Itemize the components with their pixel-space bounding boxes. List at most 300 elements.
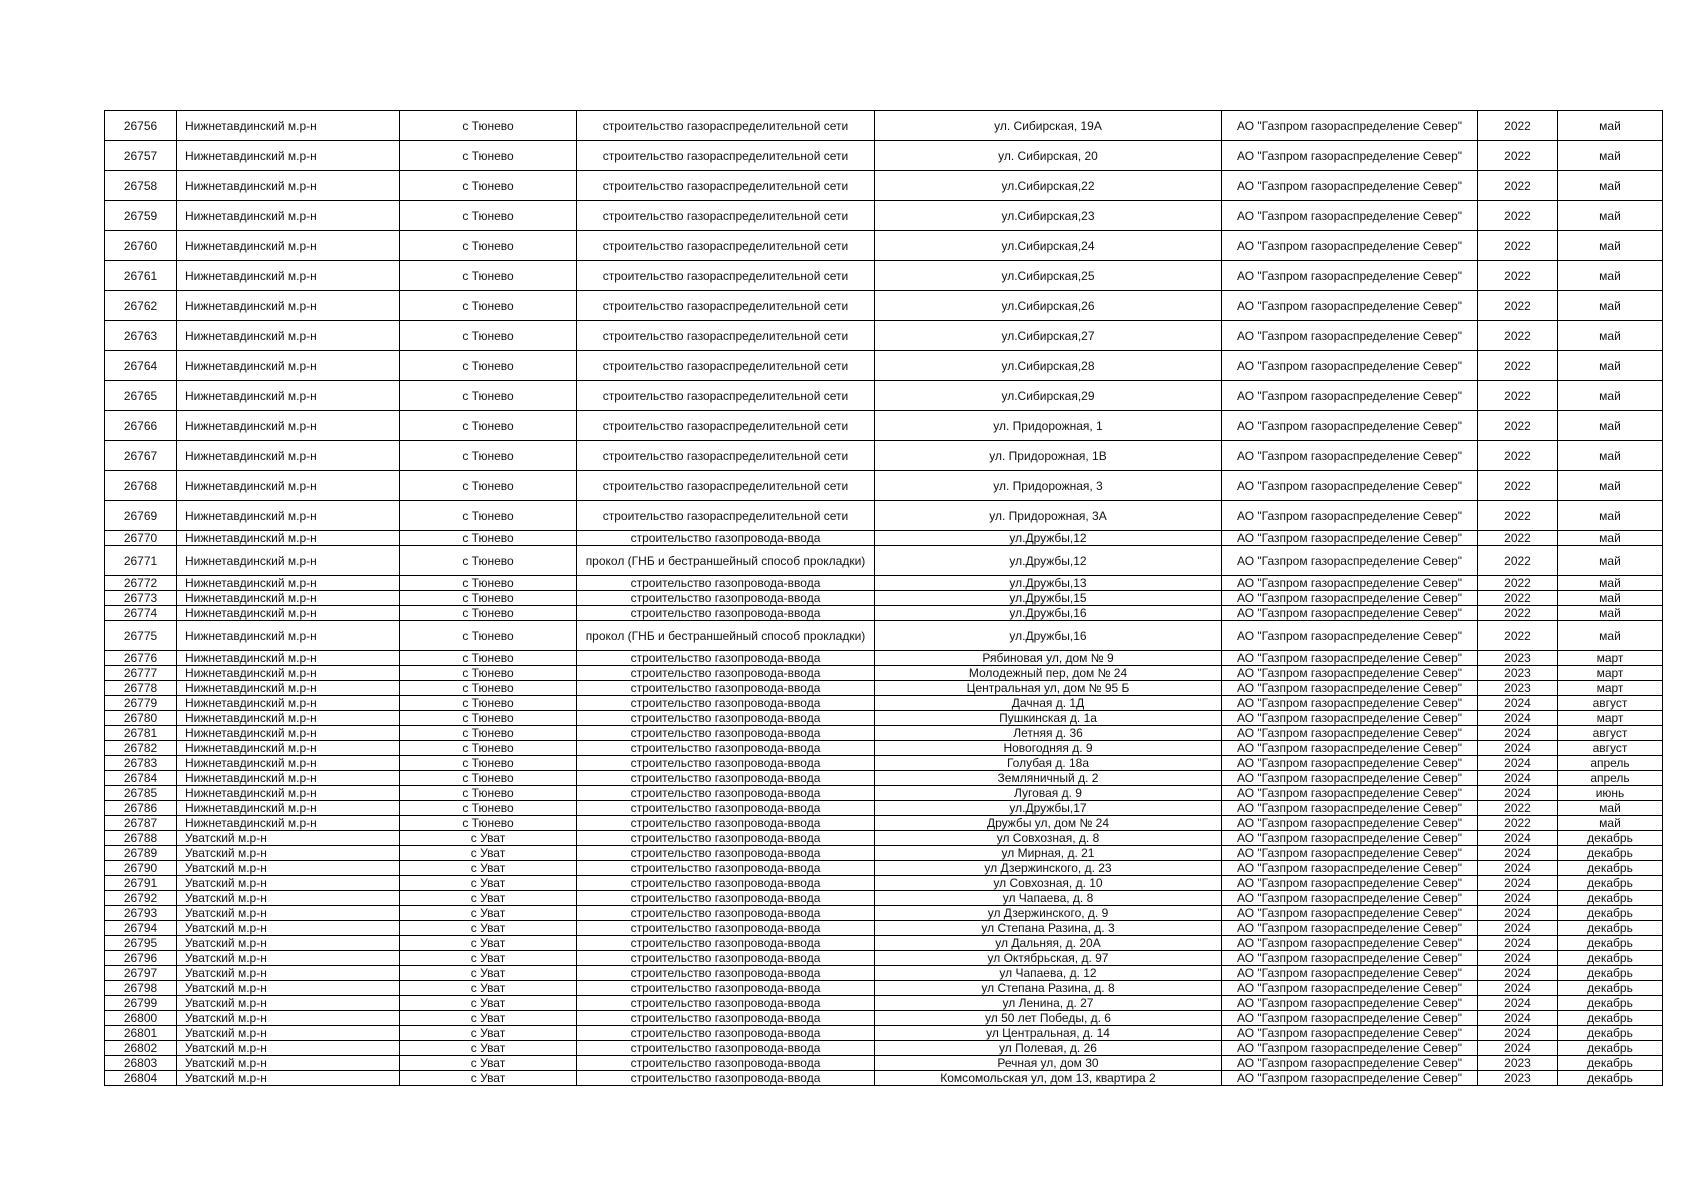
cell-organization: АО "Газпром газораспределение Север" bbox=[1222, 171, 1478, 201]
cell-year: 2022 bbox=[1478, 201, 1558, 231]
cell-work-type: строительство газораспределительной сети bbox=[577, 231, 875, 261]
cell-id: 26786 bbox=[105, 801, 177, 816]
cell-work-type: строительство газопровода-ввода bbox=[577, 1041, 875, 1056]
table-row bbox=[105, 1026, 1663, 1041]
cell-month: май bbox=[1558, 816, 1663, 831]
cell-id: 26756 bbox=[105, 111, 177, 141]
cell-year: 2022 bbox=[1478, 801, 1558, 816]
cell-organization: АО "Газпром газораспределение Север" bbox=[1222, 606, 1478, 621]
cell-id: 26787 bbox=[105, 816, 177, 831]
cell-address: ул.Дружбы,13 bbox=[875, 576, 1222, 591]
table-row bbox=[105, 441, 1663, 471]
cell-id: 26779 bbox=[105, 696, 177, 711]
cell-address: ул Октябрьская, д. 97 bbox=[875, 951, 1222, 966]
cell-year: 2024 bbox=[1478, 921, 1558, 936]
cell-address: ул.Дружбы,16 bbox=[875, 606, 1222, 621]
cell-organization: АО "Газпром газораспределение Север" bbox=[1222, 111, 1478, 141]
cell-organization: АО "Газпром газораспределение Север" bbox=[1222, 291, 1478, 321]
cell-address: ул.Дружбы,17 bbox=[875, 801, 1222, 816]
table-row bbox=[105, 741, 1663, 756]
cell-year: 2022 bbox=[1478, 816, 1558, 831]
cell-organization: АО "Газпром газораспределение Север" bbox=[1222, 966, 1478, 981]
cell-address: Летняя д. 36 bbox=[875, 726, 1222, 741]
cell-address: Луговая д. 9 bbox=[875, 786, 1222, 801]
cell-month: апрель bbox=[1558, 756, 1663, 771]
cell-organization: АО "Газпром газораспределение Север" bbox=[1222, 801, 1478, 816]
cell-month: декабрь bbox=[1558, 906, 1663, 921]
cell-month: май bbox=[1558, 801, 1663, 816]
cell-settlement: с Уват bbox=[400, 936, 577, 951]
cell-work-type: строительство газопровода-ввода bbox=[577, 1056, 875, 1071]
table-row bbox=[105, 996, 1663, 1011]
cell-district: Нижнетавдинский м.р-н bbox=[177, 546, 400, 576]
cell-settlement: с Тюнево bbox=[400, 261, 577, 291]
cell-district: Нижнетавдинский м.р-н bbox=[177, 606, 400, 621]
cell-organization: АО "Газпром газораспределение Север" bbox=[1222, 141, 1478, 171]
cell-settlement: с Тюнево bbox=[400, 231, 577, 261]
cell-address: ул Чапаева, д. 8 bbox=[875, 891, 1222, 906]
cell-year: 2024 bbox=[1478, 786, 1558, 801]
cell-settlement: с Тюнево bbox=[400, 321, 577, 351]
cell-district: Нижнетавдинский м.р-н bbox=[177, 201, 400, 231]
cell-settlement: с Тюнево bbox=[400, 816, 577, 831]
cell-id: 26780 bbox=[105, 711, 177, 726]
cell-year: 2024 bbox=[1478, 711, 1558, 726]
table-row bbox=[105, 381, 1663, 411]
cell-work-type: строительство газопровода-ввода bbox=[577, 771, 875, 786]
cell-id: 26770 bbox=[105, 531, 177, 546]
cell-work-type: строительство газопровода-ввода bbox=[577, 801, 875, 816]
cell-id: 26791 bbox=[105, 876, 177, 891]
cell-organization: АО "Газпром газораспределение Север" bbox=[1222, 1071, 1478, 1086]
cell-district: Нижнетавдинский м.р-н bbox=[177, 681, 400, 696]
cell-work-type: строительство газораспределительной сети bbox=[577, 111, 875, 141]
cell-month: май bbox=[1558, 531, 1663, 546]
cell-address: ул.Дружбы,15 bbox=[875, 591, 1222, 606]
cell-settlement: с Тюнево bbox=[400, 501, 577, 531]
cell-address: Дружбы ул, дом № 24 bbox=[875, 816, 1222, 831]
cell-settlement: с Тюнево bbox=[400, 471, 577, 501]
cell-year: 2023 bbox=[1478, 1071, 1558, 1086]
cell-month: декабрь bbox=[1558, 996, 1663, 1011]
cell-district: Нижнетавдинский м.р-н bbox=[177, 351, 400, 381]
cell-id: 26784 bbox=[105, 771, 177, 786]
table-row bbox=[105, 891, 1663, 906]
cell-year: 2024 bbox=[1478, 891, 1558, 906]
cell-month: май bbox=[1558, 351, 1663, 381]
table-row bbox=[105, 696, 1663, 711]
cell-settlement: с Тюнево bbox=[400, 351, 577, 381]
cell-year: 2022 bbox=[1478, 411, 1558, 441]
cell-settlement: с Тюнево bbox=[400, 591, 577, 606]
table-row bbox=[105, 651, 1663, 666]
cell-year: 2024 bbox=[1478, 1041, 1558, 1056]
cell-id: 26776 bbox=[105, 651, 177, 666]
cell-year: 2022 bbox=[1478, 501, 1558, 531]
cell-year: 2022 bbox=[1478, 546, 1558, 576]
table-row bbox=[105, 531, 1663, 546]
cell-month: декабрь bbox=[1558, 1056, 1663, 1071]
cell-district: Уватский м.р-н bbox=[177, 861, 400, 876]
cell-year: 2022 bbox=[1478, 141, 1558, 171]
cell-month: май bbox=[1558, 501, 1663, 531]
cell-address: ул.Сибирская,27 bbox=[875, 321, 1222, 351]
cell-settlement: с Тюнево bbox=[400, 696, 577, 711]
table-row bbox=[105, 921, 1663, 936]
cell-year: 2024 bbox=[1478, 741, 1558, 756]
cell-district: Уватский м.р-н bbox=[177, 876, 400, 891]
cell-settlement: с Уват bbox=[400, 906, 577, 921]
table-row bbox=[105, 141, 1663, 171]
cell-settlement: с Тюнево bbox=[400, 771, 577, 786]
cell-month: декабрь bbox=[1558, 1071, 1663, 1086]
cell-address: ул Дзержинского, д. 9 bbox=[875, 906, 1222, 921]
cell-id: 26788 bbox=[105, 831, 177, 846]
table-row bbox=[105, 906, 1663, 921]
cell-organization: АО "Газпром газораспределение Север" bbox=[1222, 576, 1478, 591]
cell-month: март bbox=[1558, 666, 1663, 681]
cell-work-type: строительство газораспределительной сети bbox=[577, 141, 875, 171]
table-row bbox=[105, 171, 1663, 201]
cell-id: 26766 bbox=[105, 411, 177, 441]
cell-settlement: с Уват bbox=[400, 1071, 577, 1086]
cell-month: декабрь bbox=[1558, 921, 1663, 936]
cell-settlement: с Тюнево bbox=[400, 171, 577, 201]
cell-district: Нижнетавдинский м.р-н bbox=[177, 141, 400, 171]
cell-organization: АО "Газпром газораспределение Север" bbox=[1222, 741, 1478, 756]
cell-work-type: строительство газораспределительной сети bbox=[577, 201, 875, 231]
cell-year: 2023 bbox=[1478, 666, 1558, 681]
cell-year: 2024 bbox=[1478, 966, 1558, 981]
cell-address: Молодежный пер, дом № 24 bbox=[875, 666, 1222, 681]
cell-id: 26763 bbox=[105, 321, 177, 351]
cell-district: Нижнетавдинский м.р-н bbox=[177, 441, 400, 471]
cell-address: Рябиновая ул, дом № 9 bbox=[875, 651, 1222, 666]
cell-month: март bbox=[1558, 681, 1663, 696]
cell-address: ул Центральная, д. 14 bbox=[875, 1026, 1222, 1041]
cell-organization: АО "Газпром газораспределение Север" bbox=[1222, 501, 1478, 531]
cell-district: Нижнетавдинский м.р-н bbox=[177, 381, 400, 411]
cell-year: 2022 bbox=[1478, 291, 1558, 321]
cell-id: 26778 bbox=[105, 681, 177, 696]
cell-settlement: с Тюнево bbox=[400, 756, 577, 771]
cell-month: май bbox=[1558, 621, 1663, 651]
cell-organization: АО "Газпром газораспределение Север" bbox=[1222, 996, 1478, 1011]
cell-organization: АО "Газпром газораспределение Север" bbox=[1222, 786, 1478, 801]
cell-organization: АО "Газпром газораспределение Север" bbox=[1222, 921, 1478, 936]
table-row bbox=[105, 711, 1663, 726]
cell-organization: АО "Газпром газораспределение Север" bbox=[1222, 411, 1478, 441]
cell-month: май bbox=[1558, 141, 1663, 171]
cell-address: Пушкинская д. 1а bbox=[875, 711, 1222, 726]
cell-settlement: с Уват bbox=[400, 846, 577, 861]
cell-work-type: строительство газопровода-ввода bbox=[577, 891, 875, 906]
cell-settlement: с Уват bbox=[400, 966, 577, 981]
cell-organization: АО "Газпром газораспределение Север" bbox=[1222, 681, 1478, 696]
cell-year: 2022 bbox=[1478, 351, 1558, 381]
cell-organization: АО "Газпром газораспределение Север" bbox=[1222, 1026, 1478, 1041]
cell-month: декабрь bbox=[1558, 891, 1663, 906]
cell-work-type: строительство газопровода-ввода bbox=[577, 651, 875, 666]
cell-id: 26803 bbox=[105, 1056, 177, 1071]
cell-id: 26795 bbox=[105, 936, 177, 951]
cell-address: ул Полевая, д. 26 bbox=[875, 1041, 1222, 1056]
cell-district: Нижнетавдинский м.р-н bbox=[177, 801, 400, 816]
cell-id: 26762 bbox=[105, 291, 177, 321]
cell-address: ул. Сибирская, 19А bbox=[875, 111, 1222, 141]
cell-id: 26792 bbox=[105, 891, 177, 906]
cell-month: декабрь bbox=[1558, 1041, 1663, 1056]
cell-organization: АО "Газпром газораспределение Север" bbox=[1222, 471, 1478, 501]
cell-work-type: строительство газопровода-ввода bbox=[577, 996, 875, 1011]
cell-month: май bbox=[1558, 201, 1663, 231]
cell-district: Нижнетавдинский м.р-н bbox=[177, 111, 400, 141]
cell-month: июнь bbox=[1558, 786, 1663, 801]
cell-work-type: строительство газораспределительной сети bbox=[577, 321, 875, 351]
cell-work-type: строительство газопровода-ввода bbox=[577, 696, 875, 711]
cell-year: 2022 bbox=[1478, 171, 1558, 201]
cell-year: 2024 bbox=[1478, 726, 1558, 741]
cell-id: 26790 bbox=[105, 861, 177, 876]
cell-organization: АО "Газпром газораспределение Север" bbox=[1222, 711, 1478, 726]
cell-id: 26794 bbox=[105, 921, 177, 936]
table-row bbox=[105, 861, 1663, 876]
cell-settlement: с Уват bbox=[400, 861, 577, 876]
table-row bbox=[105, 1011, 1663, 1026]
cell-organization: АО "Газпром газораспределение Север" bbox=[1222, 771, 1478, 786]
cell-district: Уватский м.р-н bbox=[177, 951, 400, 966]
cell-work-type: строительство газопровода-ввода bbox=[577, 591, 875, 606]
cell-year: 2022 bbox=[1478, 261, 1558, 291]
cell-settlement: с Уват bbox=[400, 1011, 577, 1026]
cell-year: 2022 bbox=[1478, 591, 1558, 606]
cell-settlement: с Уват bbox=[400, 996, 577, 1011]
cell-work-type: строительство газопровода-ввода bbox=[577, 666, 875, 681]
cell-district: Нижнетавдинский м.р-н bbox=[177, 591, 400, 606]
cell-settlement: с Уват bbox=[400, 831, 577, 846]
cell-address: ул Дальняя, д. 20А bbox=[875, 936, 1222, 951]
cell-address: ул.Сибирская,23 bbox=[875, 201, 1222, 231]
cell-district: Уватский м.р-н bbox=[177, 996, 400, 1011]
cell-organization: АО "Газпром газораспределение Север" bbox=[1222, 621, 1478, 651]
cell-id: 26760 bbox=[105, 231, 177, 261]
table-row bbox=[105, 231, 1663, 261]
cell-organization: АО "Газпром газораспределение Север" bbox=[1222, 846, 1478, 861]
cell-month: декабрь bbox=[1558, 981, 1663, 996]
cell-id: 26772 bbox=[105, 576, 177, 591]
cell-settlement: с Тюнево bbox=[400, 411, 577, 441]
cell-work-type: прокол (ГНБ и бестраншейный способ прокладки) bbox=[577, 621, 875, 651]
cell-year: 2024 bbox=[1478, 996, 1558, 1011]
cell-year: 2024 bbox=[1478, 951, 1558, 966]
cell-month: май bbox=[1558, 261, 1663, 291]
cell-month: декабрь bbox=[1558, 951, 1663, 966]
cell-settlement: с Тюнево bbox=[400, 621, 577, 651]
cell-id: 26802 bbox=[105, 1041, 177, 1056]
cell-id: 26799 bbox=[105, 996, 177, 1011]
cell-month: май bbox=[1558, 291, 1663, 321]
cell-organization: АО "Газпром газораспределение Север" bbox=[1222, 861, 1478, 876]
cell-year: 2024 bbox=[1478, 771, 1558, 786]
cell-settlement: с Уват bbox=[400, 921, 577, 936]
cell-address: Голубая д. 18а bbox=[875, 756, 1222, 771]
cell-address: ул Чапаева, д. 12 bbox=[875, 966, 1222, 981]
cell-organization: АО "Газпром газораспределение Север" bbox=[1222, 381, 1478, 411]
cell-settlement: с Уват bbox=[400, 1041, 577, 1056]
cell-settlement: с Тюнево bbox=[400, 441, 577, 471]
cell-settlement: с Тюнево bbox=[400, 651, 577, 666]
table-row bbox=[105, 261, 1663, 291]
cell-settlement: с Тюнево bbox=[400, 576, 577, 591]
cell-district: Нижнетавдинский м.р-н bbox=[177, 666, 400, 681]
cell-district: Уватский м.р-н bbox=[177, 1056, 400, 1071]
cell-settlement: с Тюнево bbox=[400, 111, 577, 141]
cell-settlement: с Тюнево bbox=[400, 141, 577, 171]
table-row bbox=[105, 591, 1663, 606]
cell-settlement: с Уват bbox=[400, 891, 577, 906]
table-row bbox=[105, 291, 1663, 321]
cell-id: 26782 bbox=[105, 741, 177, 756]
cell-id: 26800 bbox=[105, 1011, 177, 1026]
cell-month: май bbox=[1558, 576, 1663, 591]
cell-year: 2022 bbox=[1478, 441, 1558, 471]
cell-district: Уватский м.р-н bbox=[177, 1041, 400, 1056]
cell-work-type: строительство газопровода-ввода bbox=[577, 531, 875, 546]
cell-district: Нижнетавдинский м.р-н bbox=[177, 501, 400, 531]
cell-district: Нижнетавдинский м.р-н bbox=[177, 291, 400, 321]
cell-month: май bbox=[1558, 321, 1663, 351]
cell-district: Уватский м.р-н bbox=[177, 1071, 400, 1086]
cell-address: Новогодняя д. 9 bbox=[875, 741, 1222, 756]
cell-organization: АО "Газпром газораспределение Север" bbox=[1222, 936, 1478, 951]
cell-organization: АО "Газпром газораспределение Север" bbox=[1222, 666, 1478, 681]
cell-settlement: с Уват bbox=[400, 876, 577, 891]
cell-district: Нижнетавдинский м.р-н bbox=[177, 711, 400, 726]
cell-month: декабрь bbox=[1558, 861, 1663, 876]
cell-settlement: с Тюнево bbox=[400, 711, 577, 726]
cell-year: 2022 bbox=[1478, 606, 1558, 621]
cell-year: 2022 bbox=[1478, 111, 1558, 141]
cell-settlement: с Уват bbox=[400, 1056, 577, 1071]
cell-id: 26798 bbox=[105, 981, 177, 996]
cell-month: декабрь bbox=[1558, 966, 1663, 981]
cell-work-type: строительство газопровода-ввода bbox=[577, 606, 875, 621]
cell-address: Дачная д. 1Д bbox=[875, 696, 1222, 711]
cell-month: май bbox=[1558, 411, 1663, 441]
cell-id: 26768 bbox=[105, 471, 177, 501]
cell-id: 26759 bbox=[105, 201, 177, 231]
cell-organization: АО "Газпром газораспределение Север" bbox=[1222, 951, 1478, 966]
table-row bbox=[105, 1056, 1663, 1071]
cell-month: декабрь bbox=[1558, 846, 1663, 861]
table-row bbox=[105, 951, 1663, 966]
cell-work-type: строительство газопровода-ввода bbox=[577, 1011, 875, 1026]
cell-year: 2024 bbox=[1478, 876, 1558, 891]
cell-settlement: с Тюнево bbox=[400, 381, 577, 411]
cell-id: 26757 bbox=[105, 141, 177, 171]
cell-id: 26773 bbox=[105, 591, 177, 606]
cell-month: декабрь bbox=[1558, 1026, 1663, 1041]
cell-district: Нижнетавдинский м.р-н bbox=[177, 531, 400, 546]
cell-district: Нижнетавдинский м.р-н bbox=[177, 741, 400, 756]
cell-id: 26765 bbox=[105, 381, 177, 411]
cell-district: Уватский м.р-н bbox=[177, 966, 400, 981]
cell-work-type: строительство газопровода-ввода bbox=[577, 681, 875, 696]
cell-organization: АО "Газпром газораспределение Север" bbox=[1222, 876, 1478, 891]
cell-work-type: строительство газопровода-ввода bbox=[577, 756, 875, 771]
table-row bbox=[105, 966, 1663, 981]
cell-settlement: с Тюнево bbox=[400, 201, 577, 231]
cell-work-type: строительство газопровода-ввода bbox=[577, 921, 875, 936]
cell-settlement: с Тюнево bbox=[400, 546, 577, 576]
cell-month: декабрь bbox=[1558, 876, 1663, 891]
cell-year: 2024 bbox=[1478, 756, 1558, 771]
table-row bbox=[105, 111, 1663, 141]
cell-address: ул.Дружбы,16 bbox=[875, 621, 1222, 651]
cell-month: апрель bbox=[1558, 771, 1663, 786]
table-row bbox=[105, 501, 1663, 531]
cell-year: 2023 bbox=[1478, 651, 1558, 666]
cell-district: Уватский м.р-н bbox=[177, 906, 400, 921]
cell-work-type: строительство газораспределительной сети bbox=[577, 381, 875, 411]
cell-district: Нижнетавдинский м.р-н bbox=[177, 471, 400, 501]
cell-district: Уватский м.р-н bbox=[177, 981, 400, 996]
table-row bbox=[105, 846, 1663, 861]
table-row bbox=[105, 1041, 1663, 1056]
table-row bbox=[105, 801, 1663, 816]
cell-id: 26775 bbox=[105, 621, 177, 651]
cell-year: 2024 bbox=[1478, 906, 1558, 921]
table-body bbox=[105, 111, 1663, 1086]
cell-work-type: строительство газопровода-ввода bbox=[577, 861, 875, 876]
cell-organization: АО "Газпром газораспределение Север" bbox=[1222, 816, 1478, 831]
cell-work-type: строительство газопровода-ввода bbox=[577, 951, 875, 966]
cell-organization: АО "Газпром газораспределение Север" bbox=[1222, 531, 1478, 546]
cell-month: декабрь bbox=[1558, 936, 1663, 951]
cell-work-type: строительство газопровода-ввода bbox=[577, 966, 875, 981]
cell-district: Нижнетавдинский м.р-н bbox=[177, 576, 400, 591]
cell-settlement: с Тюнево bbox=[400, 681, 577, 696]
cell-organization: АО "Газпром газораспределение Север" bbox=[1222, 231, 1478, 261]
cell-address: Комсомольская ул, дом 13, квартира 2 bbox=[875, 1071, 1222, 1086]
cell-settlement: с Уват bbox=[400, 981, 577, 996]
table-row bbox=[105, 606, 1663, 621]
cell-settlement: с Тюнево bbox=[400, 726, 577, 741]
cell-address: ул. Придорожная, 3А bbox=[875, 501, 1222, 531]
table-row bbox=[105, 471, 1663, 501]
cell-district: Уватский м.р-н bbox=[177, 1026, 400, 1041]
cell-work-type: строительство газопровода-ввода bbox=[577, 1026, 875, 1041]
cell-address: ул. Придорожная, 1 bbox=[875, 411, 1222, 441]
cell-district: Нижнетавдинский м.р-н bbox=[177, 756, 400, 771]
cell-organization: АО "Газпром газораспределение Север" bbox=[1222, 906, 1478, 921]
cell-district: Нижнетавдинский м.р-н bbox=[177, 696, 400, 711]
cell-work-type: строительство газопровода-ввода bbox=[577, 786, 875, 801]
cell-year: 2022 bbox=[1478, 621, 1558, 651]
cell-id: 26769 bbox=[105, 501, 177, 531]
cell-id: 26774 bbox=[105, 606, 177, 621]
table-row bbox=[105, 321, 1663, 351]
cell-address: ул Степана Разина, д. 3 bbox=[875, 921, 1222, 936]
cell-month: май bbox=[1558, 471, 1663, 501]
cell-district: Уватский м.р-н bbox=[177, 831, 400, 846]
cell-id: 26804 bbox=[105, 1071, 177, 1086]
cell-address: Центральная ул, дом № 95 Б bbox=[875, 681, 1222, 696]
cell-district: Уватский м.р-н bbox=[177, 891, 400, 906]
cell-work-type: строительство газораспределительной сети bbox=[577, 291, 875, 321]
cell-work-type: строительство газопровода-ввода bbox=[577, 876, 875, 891]
cell-month: август bbox=[1558, 741, 1663, 756]
